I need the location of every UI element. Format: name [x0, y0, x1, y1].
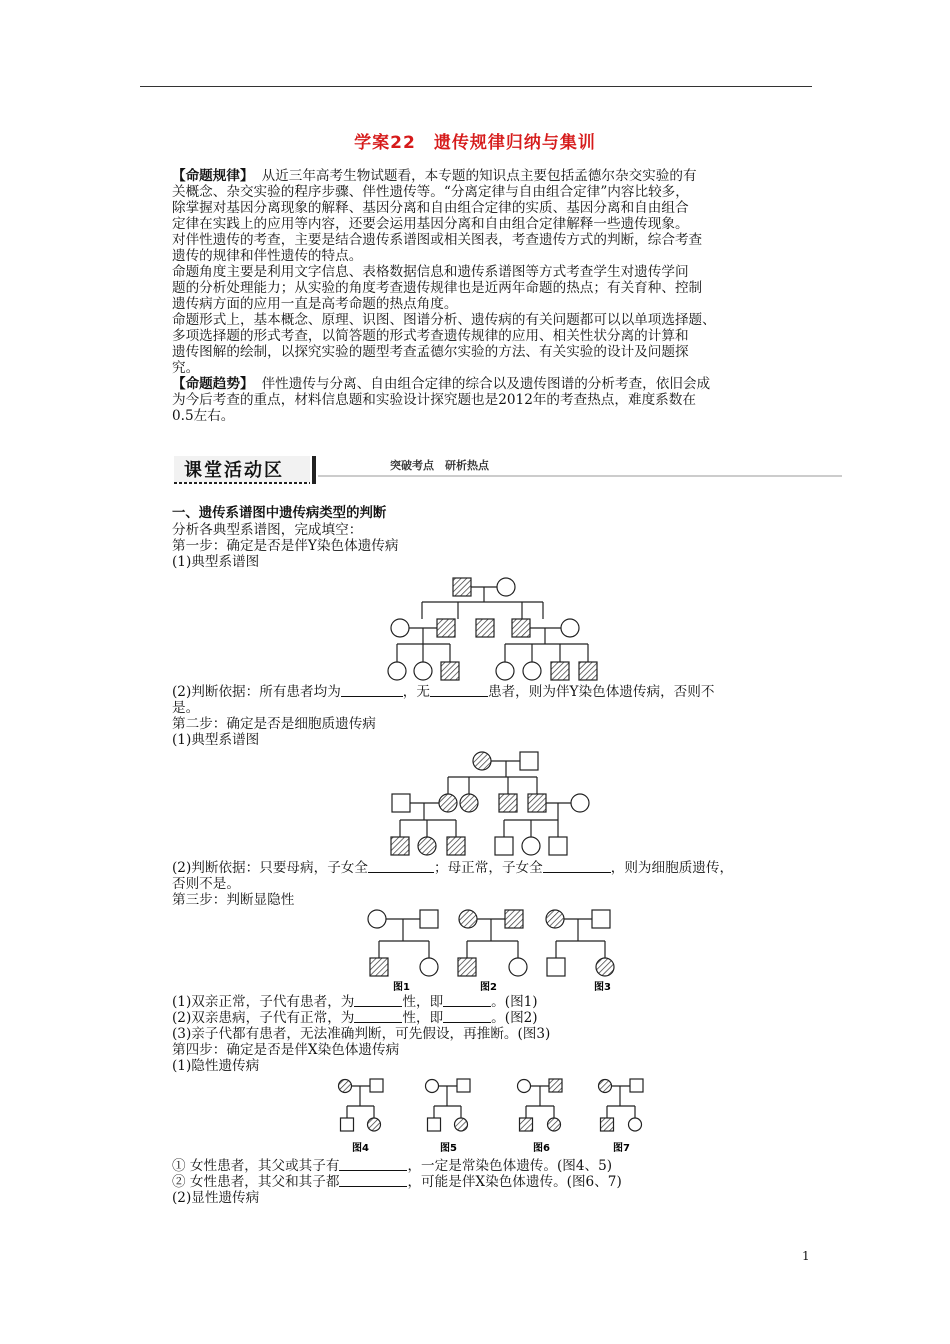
step3-text: 性，即 [402, 1010, 444, 1026]
step3-text: (3)亲子代都有患者，无法准确判断，可先假设，再推断。(图3) [172, 1026, 551, 1042]
fill-blank[interactable] [354, 1010, 402, 1023]
fill-blank[interactable] [543, 860, 611, 873]
section-heading: 一、遗传系谱图中遗传病类型的判断 [172, 506, 387, 521]
judge-text: 否则不是。 [172, 876, 240, 892]
step2-sub: (1)典型系谱图 [172, 732, 260, 748]
fill-blank[interactable] [443, 1010, 491, 1023]
judge-text: ，无 [402, 684, 430, 700]
judge-text: (2)判断依据：只要母病，子女全 [172, 860, 368, 876]
step4-text: ① 女性患者，其父或其子有 [172, 1158, 340, 1174]
pedigree-y-linked [380, 574, 610, 684]
page-number: 1 [802, 1249, 810, 1263]
step3-text: 。(图2) [491, 1010, 538, 1026]
trend-line: 为今后考查的重点，材料信息题和实验设计探究题也是2012年的考查热点，难度系数在 [172, 392, 696, 408]
step3-text: 性，即 [402, 994, 444, 1010]
fill-blank[interactable] [443, 994, 491, 1007]
step4-text: ② 女性患者，其父和其子都 [172, 1174, 340, 1190]
banner-right-text: 突破考点 研析热点 [390, 459, 489, 472]
fill-blank[interactable] [341, 684, 403, 697]
step4-sub: (1)隐性遗传病 [172, 1058, 260, 1074]
step1-title: 第一步：确定是否是伴Y染色体遗传病 [172, 538, 399, 554]
section1-head [172, 506, 398, 570]
trend-text: 伴性遗传与分离、自由组合定律的综合以及遗传图谱的分析考查，依旧会成 [261, 376, 711, 392]
intro-text: 从近三年高考生物试题看，本专题的知识点主要包括孟德尔杂交实验的有 [261, 168, 697, 184]
rule-tag: 【命题规律】 [172, 168, 254, 184]
pedigree-figs-4-7 [330, 1076, 650, 1156]
intro-block [172, 168, 840, 424]
fig-label: 图5 [440, 1143, 457, 1154]
fill-blank[interactable] [339, 1158, 407, 1171]
intro-line: 对伴性遗传的考查，主要是结合遗传系谱图或相关图表，考查遗传方式的判断，综合考查 [172, 232, 703, 248]
step1-judge [172, 684, 840, 748]
fig-label: 图6 [533, 1143, 550, 1154]
intro-line: 遗传图解的绘制，以探究实验的题型考查孟德尔实验的方法、有关实验的设计及问题探 [172, 344, 689, 360]
intro-line: 定律在实践上的应用等内容，还要会运用基因分离和自由组合定律解释一些遗传现象。 [172, 216, 689, 232]
judge-text: ，则为细胞质遗传， [610, 860, 734, 876]
pedigree-figs-1-3 [360, 906, 630, 994]
fill-blank[interactable] [354, 994, 402, 1007]
step2-title: 第二步：确定是否是细胞质遗传病 [172, 716, 376, 732]
intro-line: 遗传病方面的应用一直是高考命题的热点角度。 [172, 296, 458, 312]
judge-text: 患者，则为伴Y染色体遗传病，否则不 [487, 684, 715, 700]
intro-line: 题的分析处理能力；从实验的角度考查遗传规律也是近两年命题的热点；有关育种、控制 [172, 280, 703, 296]
lead-text: 分析各典型系谱图，完成填空： [172, 522, 363, 538]
trend-line: 0.5左右。 [172, 408, 235, 424]
step1-sub: (1)典型系谱图 [172, 554, 260, 570]
step3-text: (2)双亲患病，子代有正常，为 [172, 1010, 355, 1026]
fig-label: 图3 [594, 982, 611, 993]
trend-line [172, 376, 840, 392]
fill-blank[interactable] [430, 684, 488, 697]
intro-line: 除掌握对基因分离现象的解释、基因分离和自由组合定律的实质、基因分离和自由组合 [172, 200, 689, 216]
step4-text: ，一定是常染色体遗传。(图4、5) [407, 1158, 613, 1174]
step3-text: 。(图1) [491, 994, 538, 1010]
judge-text: ；母正常，子女全 [433, 860, 543, 876]
step4-text: ，可能是伴X染色体遗传。(图6、7) [407, 1174, 622, 1190]
page-title: 学案22 遗传规律归纳与集训 [354, 133, 596, 153]
intro-line: 多项选择题的形式考查，以简答题的形式考查遗传规律的应用、相关性状分离的计算和 [172, 328, 689, 344]
judge-text: 是。 [172, 700, 200, 716]
step4-sub: (2)显性遗传病 [172, 1190, 260, 1206]
fig-label: 图2 [480, 982, 497, 993]
pedigree-cytoplasmic [380, 748, 620, 858]
judge-text: (2)判断依据：所有患者均为 [172, 684, 341, 700]
intro-line: 关概念、杂交实验的程序步骤、伴性遗传等。“分离定律与自由组合定律”内容比较多， [172, 184, 689, 200]
intro-line: 命题角度主要是利用文字信息、表格数据信息和遗传系谱图等方式考查学生对遗传学问 [172, 264, 689, 280]
step4-title: 第四步：确定是否是伴X染色体遗传病 [172, 1042, 400, 1058]
section-banner [172, 452, 842, 492]
step3-title: 第三步：判断显隐性 [172, 892, 295, 908]
fill-blank[interactable] [368, 860, 434, 873]
intro-line: 究。 [172, 360, 200, 376]
fill-blank[interactable] [339, 1174, 407, 1187]
banner-left-text: 课堂活动区 [184, 460, 284, 481]
step3-lines [172, 994, 840, 1074]
fig-label: 图1 [393, 982, 410, 993]
trend-tag: 【命题趋势】 [172, 376, 254, 392]
fig-label: 图7 [613, 1143, 630, 1154]
intro-line: 命题形式上，基本概念、原理、识图、图谱分析、遗传病的有关问题都可以以单项选择题、 [172, 312, 716, 328]
fig-label: 图4 [352, 1143, 369, 1154]
step2-judge [172, 860, 840, 908]
intro-line: 遗传的规律和伴性遗传的特点。 [172, 248, 363, 264]
intro-line [172, 168, 840, 184]
step3-text: (1)双亲正常，子代有患者，为 [172, 994, 355, 1010]
step4-lines [172, 1158, 840, 1206]
banner-graphic [172, 452, 842, 492]
header-rule [140, 86, 812, 87]
